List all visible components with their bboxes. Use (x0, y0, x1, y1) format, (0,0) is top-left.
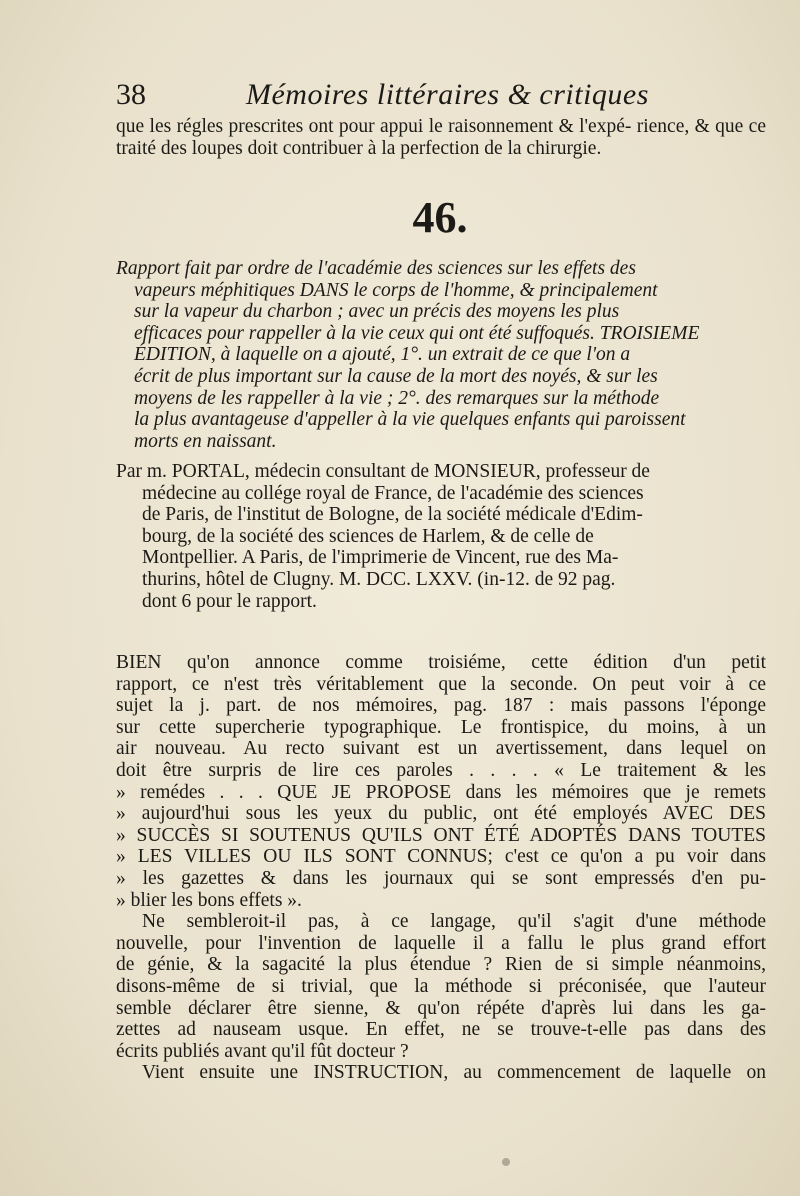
review-body (116, 652, 766, 1084)
author-line: Montpellier. A Paris, de l'imprimerie de Vincent, rue des Ma- (142, 547, 619, 569)
author-imprint (116, 461, 766, 612)
intro-paragraph (116, 116, 766, 159)
author-line: bourg, de la société des sciences de Harlem, & de celle de (142, 525, 594, 547)
title-line: ÉDITION, à laquelle on a ajouté, 1°. un extrait de ce que l'on a (134, 344, 631, 366)
title-line: la plus avantageuse d'appeller à la vie quelques enfants qui paroissent (134, 409, 686, 431)
intro-line: rience, & que ce traité des loupes doit contribuer à la perfection de (116, 116, 766, 159)
body-line: Vient ensuite une INSTRUCTION, au commencement de laquelle on (142, 1062, 766, 1084)
body-line: rapport, ce n'est très véritablement que la seconde. On peut voir à ce (116, 673, 766, 695)
title-line: écrit de plus important sur la cause de la mort des noyés, & sur les (134, 365, 658, 387)
body-line: doit être surpris de lire ces paroles . . . . « Le traitement & les (116, 759, 766, 781)
body-line: » blier les bons effets ». (116, 889, 302, 911)
body-line: » remédes . . . QUE JE PROPOSE dans les mémoires que je remets (116, 781, 766, 803)
title-line: morts en naissant. (134, 430, 277, 452)
intro-line: que les régles prescrites ont pour appui le raisonnement & l'expé- (116, 116, 637, 137)
page-mark (502, 1158, 510, 1166)
body-line: écrits publiés avant qu'il fût docteur ? (116, 1040, 409, 1062)
entry-number: 46. (412, 193, 468, 242)
body-line: » aujourd'hui sous les yeux du public, ont été employés AVEC DES (116, 803, 766, 825)
title-line: efficaces pour rappeller à la vie ceux qui ont été suffoqués. TROISIEME (134, 322, 700, 344)
body-line: semble déclarer être sienne, & qu'on répéte d'après lui dans les ga- (116, 997, 766, 1019)
title-line: sur la vapeur du charbon ; avec un précis des moyens les plus (134, 301, 620, 323)
body-line: de génie, & la sagacité la plus étendue ? Rien de si simple néanmoins, (116, 954, 766, 976)
body-line: BIEN qu'on annonce comme troisiéme, cette édition d'un petit (116, 652, 766, 673)
title-line: moyens de les rappeller à la vie ; 2°. des remarques sur la méthode (134, 387, 660, 409)
book-title (116, 258, 766, 452)
body-line: sujet la j. part. de nos mémoires, pag. 187 : mais passons l'éponge (116, 695, 766, 717)
body-line: » LES VILLES OU ILS SONT CONNUS; c'est ce qu'on a pu voir dans (116, 846, 766, 868)
author-line: de Paris, de l'institut de Bologne, de la société médicale d'Edim- (142, 504, 643, 526)
body-line: zettes ad nauseam usque. En effet, ne se trouve-t-elle pas dans des (116, 1019, 766, 1041)
body-line: » SUCCÈS SI SOUTENUS QU'ILS ONT ÉTÉ ADOPTÉS DANS TOUTES (116, 824, 766, 846)
page-header (116, 78, 766, 118)
body-line: disons-même de si trivial, que la méthode si préconisée, que l'auteur (116, 975, 766, 997)
title-line: vapeurs méphitiques DANS le corps de l'homme, & principalement (134, 279, 658, 301)
body-line: sur cette supercherie typographique. Le frontispice, du moins, à un (116, 716, 766, 738)
author-line: médecine au collége royal de France, de l'académie des sciences (142, 482, 644, 504)
title-line: Rapport fait par ordre de l'académie des sciences sur les effets des (116, 258, 636, 279)
body-line: nouvelle, pour l'invention de laquelle il a fallu le plus grand effort (116, 932, 766, 954)
author-line: thurins, hôtel de Clugny. M. DCC. LXXV. (in-12. de 92 pag. (142, 568, 616, 590)
body-line: Ne sembleroit-il pas, à ce langage, qu'il s'agit d'une méthode (142, 911, 766, 933)
intro-line: la chirurgie. (507, 137, 602, 159)
body-line: air nouveau. Au recto suivant est un avertissement, dans lequel on (116, 738, 766, 760)
running-title: Mémoires littéraires & critiques (246, 78, 649, 111)
author-line: Par m. PORTAL, médecin consultant de MONSIEUR, professeur de (116, 461, 650, 482)
author-line: dont 6 pour le rapport. (142, 590, 317, 612)
body-line: » les gazettes & dans les journaux qui se sont empressés d'en pu- (116, 867, 766, 889)
page-number: 38 (116, 78, 146, 111)
